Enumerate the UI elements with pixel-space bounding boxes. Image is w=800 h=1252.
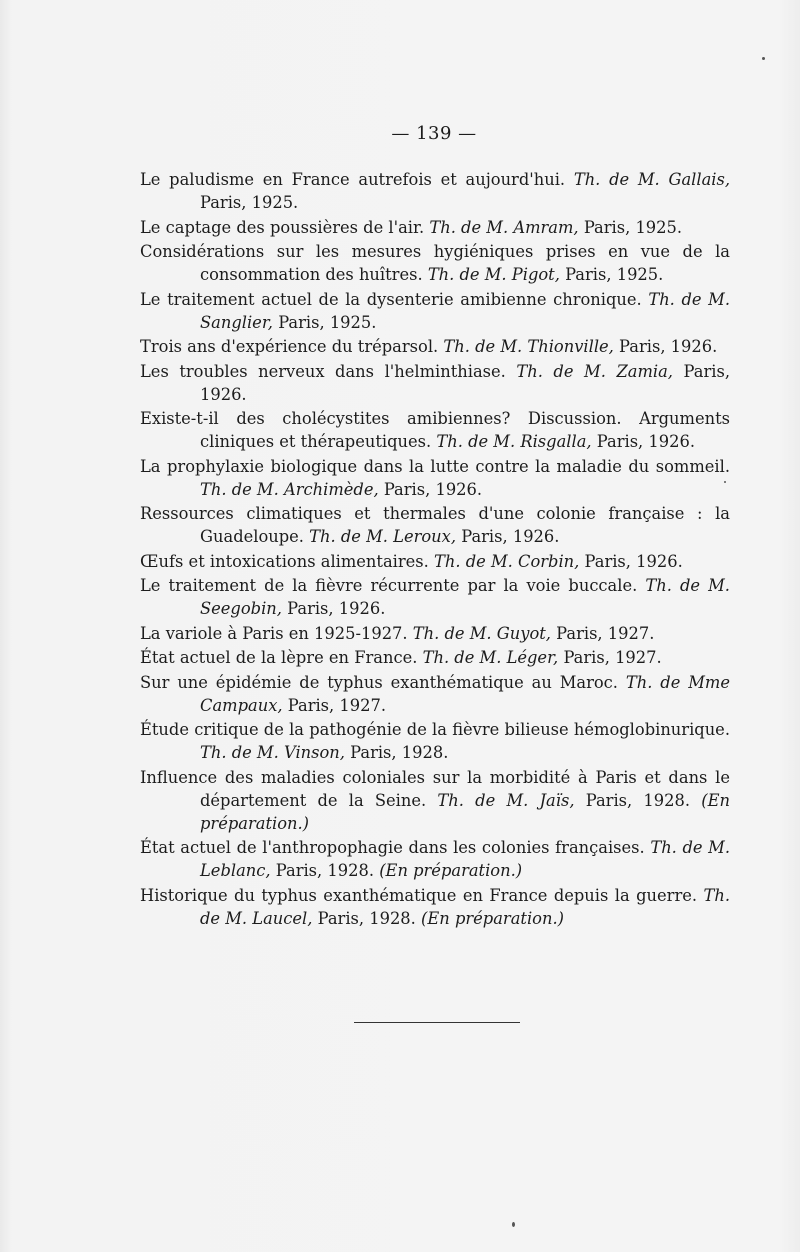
entry-author: Thionville, <box>527 337 614 356</box>
entry-place-year: Paris, 1926. <box>461 527 560 546</box>
entry-note: (En préparation.) <box>200 790 730 833</box>
bibliography-entry <box>140 622 730 645</box>
entry-author: Léger, <box>506 648 559 667</box>
bibliography-entry <box>140 550 730 573</box>
entry-place-year: Paris, 1925. <box>565 265 664 284</box>
entry-place-year: Paris, 1925. <box>200 193 299 212</box>
entry-note: (En préparation.) <box>421 908 564 928</box>
entry-place-year: Paris, 1927. <box>287 695 387 715</box>
entry-author: Pigot, <box>511 265 560 284</box>
entry-thesis: Th. de M. <box>516 361 606 381</box>
entry-title: Le traitement de la fièvre récurrente par la voie buccale. <box>140 576 638 595</box>
entry-thesis: Th. de Mme <box>625 672 730 692</box>
entry-thesis: Th. de M. <box>573 170 660 189</box>
entry-title: Historique du typhus exanthématique en France depuis la guerre. <box>140 885 698 905</box>
entry-author: Gallais, <box>668 170 731 189</box>
entry-place-year: Paris, 1925. <box>278 312 377 332</box>
entry-place-year: Paris, 1926. <box>383 479 483 499</box>
closing-rule <box>354 1022 520 1023</box>
entry-thesis: Th. de M. <box>437 790 529 810</box>
entry-place-year: Paris, 1928. <box>275 861 375 880</box>
entry-place-year: Paris, 1928. <box>317 908 416 928</box>
entry-place-year: Paris, 1928. <box>350 743 449 762</box>
entry-place-year: Paris, 1928. <box>585 790 691 810</box>
entry-thesis: Th. de M. <box>427 265 507 284</box>
bibliography-entry <box>140 836 730 882</box>
entry-place-year: Paris, 1926. <box>287 599 386 618</box>
entry-author: Jaïs, <box>539 790 575 810</box>
bibliography-entry <box>140 455 730 501</box>
bibliography-list <box>140 168 730 931</box>
entry-title: Trois ans d'expérience du tréparsol. <box>140 337 439 356</box>
entry-place-year: Paris, 1927. <box>556 623 655 643</box>
entry-author: Leroux, <box>393 527 457 546</box>
entry-thesis: Th. de M. <box>200 743 279 762</box>
entry-place-year: Paris, 1926. <box>200 361 730 404</box>
bibliography-entry <box>140 407 730 453</box>
entry-author: Amram, <box>513 217 579 237</box>
entry-thesis: Th. de M. <box>200 885 731 928</box>
bibliography-entry <box>140 718 730 764</box>
entry-thesis: Th. de M. <box>436 432 516 451</box>
entry-note: (En préparation.) <box>379 861 523 880</box>
print-speck <box>724 481 726 483</box>
entry-author: Seegobin, <box>200 599 282 618</box>
entry-thesis: Th. de M. <box>200 479 279 499</box>
bibliography-entry <box>140 671 730 717</box>
bibliography-entry <box>140 240 730 286</box>
entry-thesis: Th. de M. <box>648 289 730 309</box>
entry-title: Le paludisme en France autrefois et aujourd'hui. <box>140 170 566 189</box>
entry-thesis: Th. de M. <box>309 527 388 546</box>
bibliography-entry <box>140 766 730 835</box>
entry-title: Considérations sur les mesures hygiéniques prises en vue de la consommation des huîtres. <box>140 242 730 284</box>
entry-title: Le traitement actuel de la dysenterie amibienne chronique. <box>140 289 642 309</box>
entry-author: Corbin, <box>517 551 580 571</box>
entry-place-year: Paris, 1927. <box>563 648 662 667</box>
print-speck <box>762 57 765 60</box>
entry-author: Guyot, <box>496 623 551 643</box>
bibliography-entry <box>140 646 730 669</box>
bibliography-entry <box>140 288 730 334</box>
entry-place-year: Paris, 1926. <box>596 432 696 451</box>
entry-author: Sanglier, <box>200 312 273 332</box>
entry-title: Sur une épidémie de typhus exanthématique au Maroc. <box>140 672 618 692</box>
entry-author: Vinson, <box>283 743 345 762</box>
entry-thesis: Th. de M. <box>422 648 502 667</box>
entry-title: Les troubles nerveux dans l'helminthiase. <box>140 361 506 381</box>
bibliography-entry <box>140 884 730 930</box>
entry-thesis: Th. de M. <box>412 623 492 643</box>
entry-title: Œufs et intoxications alimentaires. <box>140 551 429 571</box>
entry-title: Le captage des poussières de l'air. <box>140 217 425 237</box>
entry-title: État actuel de l'anthropophagie dans les colonies françaises. <box>140 838 645 857</box>
entry-author: Zamia, <box>616 361 673 381</box>
entry-title: État actuel de la lèpre en France. <box>140 648 418 667</box>
bibliography-entry <box>140 574 730 620</box>
entry-title: Existe-t-il des cholécystites amibiennes? Discussion. Arguments cliniques et thérapeutiques. <box>140 409 730 451</box>
entry-thesis: Th. de M. <box>645 576 730 595</box>
bibliography-entry <box>140 168 730 214</box>
entry-thesis: Th. de M. <box>650 838 730 857</box>
bibliography-entry <box>140 216 730 239</box>
print-speck <box>512 1222 515 1227</box>
entry-title: La prophylaxie biologique dans la lutte contre la maladie du sommeil. <box>140 456 730 476</box>
entry-place-year: Paris, 1926. <box>619 337 718 356</box>
entry-author: Risgalla, <box>520 432 592 451</box>
entry-author: Archimède, <box>283 479 379 499</box>
bibliography-entry <box>140 360 730 406</box>
entry-title: Ressources climatiques et thermales d'une colonie française : la Guadeloupe. <box>140 504 730 546</box>
entry-author: Leblanc, <box>200 861 271 880</box>
entry-thesis: Th. de M. <box>443 337 523 356</box>
entry-title: Influence des maladies coloniales sur la morbidité à Paris et dans le département de la Seine. <box>140 767 730 810</box>
entry-place-year: Paris, 1925. <box>583 217 683 237</box>
entry-author: Campaux, <box>200 695 283 715</box>
page-number: — 139 — <box>391 123 477 144</box>
entry-title: Étude critique de la pathogénie de la fièvre bilieuse hémoglobinurique. <box>140 720 730 739</box>
entry-place-year: Paris, 1926. <box>584 551 683 571</box>
bibliography-entry <box>140 335 730 358</box>
entry-thesis: Th. de M. <box>429 217 509 237</box>
bibliography-entry <box>140 502 730 548</box>
entry-author: Laucel, <box>252 908 313 928</box>
entry-thesis: Th. de M. <box>434 551 513 571</box>
entry-title: La variole à Paris en 1925-1927. <box>140 623 408 643</box>
